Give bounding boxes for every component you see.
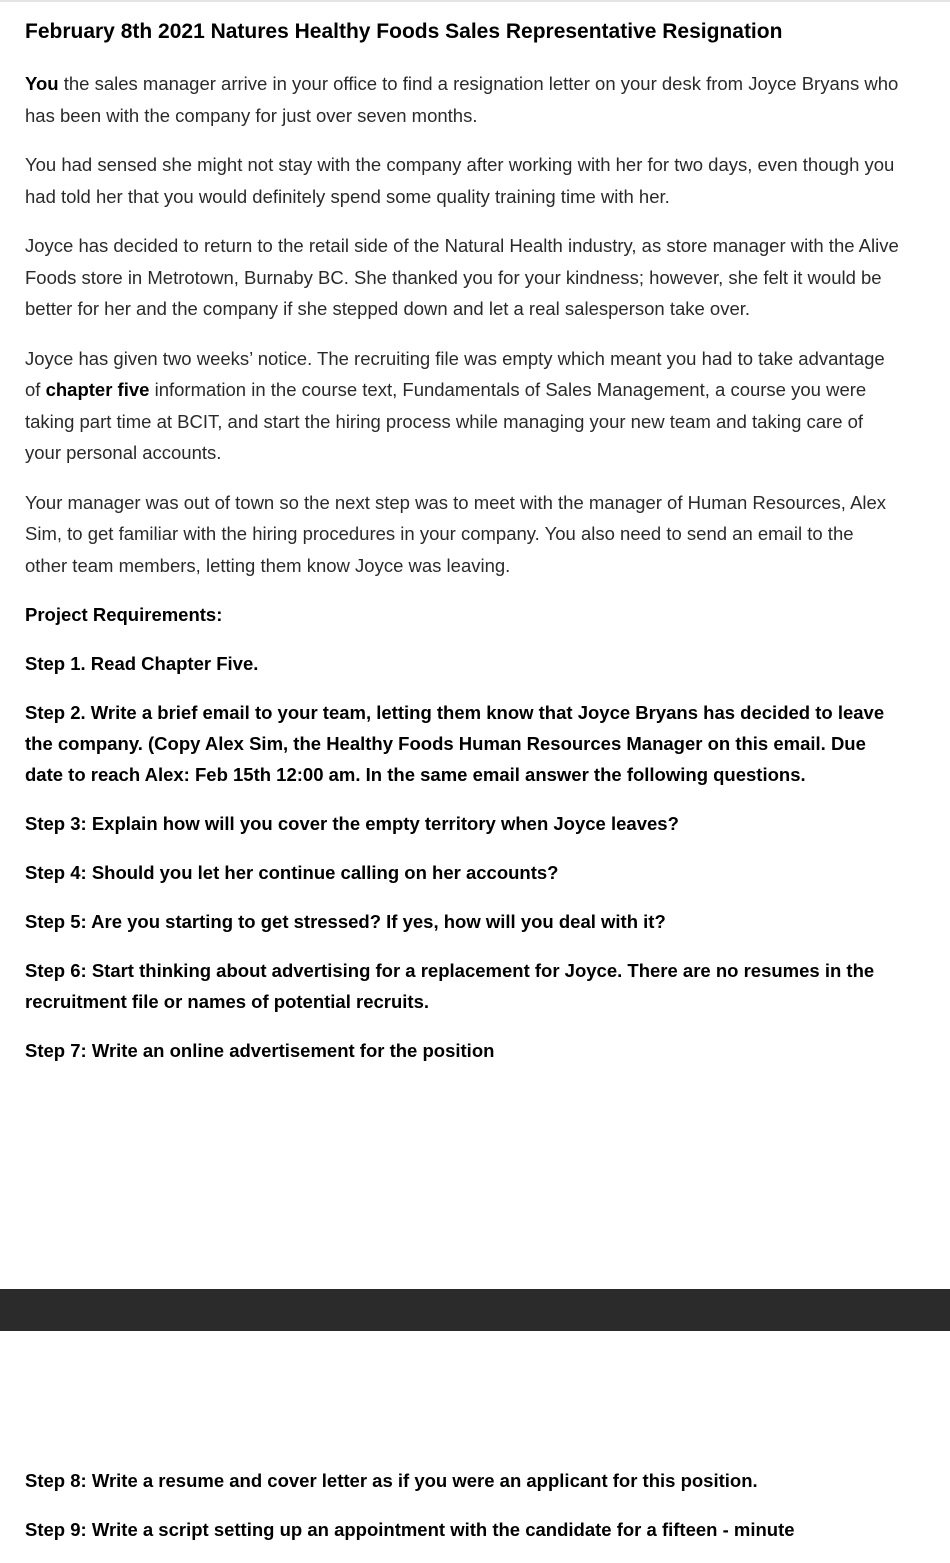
requirements-heading: Project Requirements: xyxy=(25,604,223,625)
step-3: Step 3: Explain how will you cover the empty territory when Joyce leaves? xyxy=(25,813,679,834)
step-4: Step 4: Should you let her continue calling on her accounts? xyxy=(25,862,559,883)
step-2: Step 2. Write a brief email to your team, letting them know that Joyce Bryans has decided to leave the company. (Copy Alex Sim, the Healthy Foods Human Resources Manager on this email. Due date to reach Alex: Feb 15th 12:00 am. In the same email answer the following questions. xyxy=(25,702,885,785)
paragraph-2: You had sensed she might not stay with the company after working with her for two days, even though you had told her that you would definitely spend some quality training time with her. xyxy=(25,154,895,207)
step-9: Step 9: Write a script setting up an appointment with the candidate for a fifteen - minute xyxy=(25,1519,795,1540)
step-5: Step 5: Are you starting to get stressed? If yes, how will you deal with it? xyxy=(25,911,666,932)
document-page-2 xyxy=(25,1465,900,1563)
step-8: Step 8: Write a resume and cover letter as if you were an applicant for this position. xyxy=(25,1470,758,1491)
page-break-bar xyxy=(0,1289,950,1331)
paragraph-3: Joyce has decided to return to the retail side of the Natural Health industry, as store manager with the Alive Foods store in Metrotown, Burnaby BC. She thanked you for your kindness; however, she felt it would be better for her and the company if she stepped down and let a real salesperson take over. xyxy=(25,235,899,319)
document-title: February 8th 2021 Natures Healthy Foods Sales Representative Resignation xyxy=(25,20,783,43)
paragraph-4 xyxy=(25,343,900,469)
intro-text: the sales manager arrive in your office to find a resignation letter on your desk from Joyce Bryans who has been with the company for just over seven months. xyxy=(25,73,899,126)
paragraph-4-after: information in the course text, Fundamentals of Sales Management, a course you were taking part time at BCIT, and start the hiring process while managing your new team and taking care of your personal accounts. xyxy=(25,379,867,463)
paragraph-5: Your manager was out of town so the next step was to meet with the manager of Human Resources, Alex Sim, to get familiar with the hiring procedures in your company. You also need to send an email to the other team members, letting them know Joyce was leaving. xyxy=(25,491,887,576)
top-rule xyxy=(0,0,950,2)
step-1: Step 1. Read Chapter Five. xyxy=(25,653,259,674)
paragraph-4-bold: chapter five xyxy=(45,379,150,400)
step-7: Step 7: Write an online advertisement for the position xyxy=(25,1040,495,1061)
intro-lead-bold: You xyxy=(25,73,59,94)
intro-paragraph xyxy=(25,68,900,131)
step-6: Step 6: Start thinking about advertising for a replacement for Joyce. There are no resumes in the recruitment file or names of potential recruits. xyxy=(25,960,875,1012)
document-page-1 xyxy=(25,17,900,1084)
paragraph-4-before: Joyce has given two weeks’ notice. The recruiting file was empty which meant you had to take advantage of xyxy=(25,347,885,400)
